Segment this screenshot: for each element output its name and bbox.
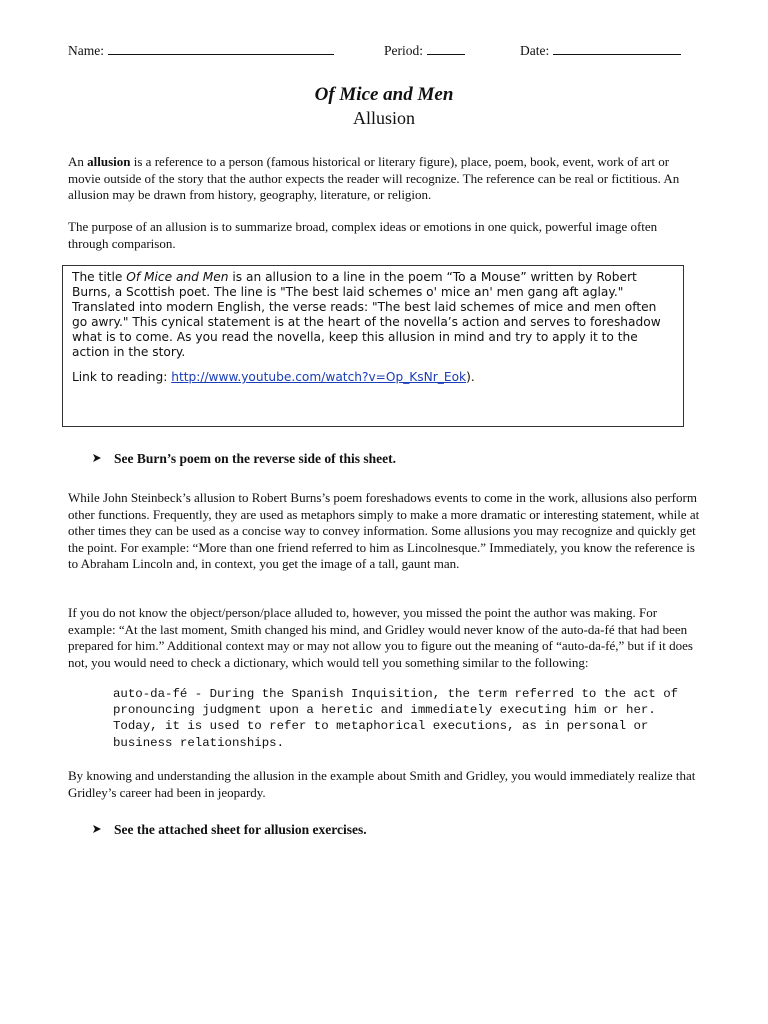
unknown-reference-paragraph: If you do not know the object/person/place alluded to, however, you missed the point the author was making. For example: “At the last moment, Smith changed his mind, and Gridley would never know of the auto-da-fé that had been prepared for him.” Additional context may or may not allow you to figure out the meaning of “auto-da-fé,” but if it does not, you would need to check a dictionary, which would tell you something similar to the following: [68, 605, 693, 670]
date-field [520, 40, 681, 59]
name-label: Name: [68, 43, 104, 58]
reading-link[interactable]: http://www.youtube.com/watch?v=Op_KsNr_Eok [171, 370, 467, 384]
period-label: Period: [384, 43, 423, 58]
allusion-term: allusion [87, 154, 131, 169]
box-text-2: is an allusion to a line in the poem “To a Mouse” written by Robert Burns, a Scottish poet. The line is "The best laid schemes o' mice an' men gang aft aglay." Translated into modern English, the verse reads: "The best laid schemes of mice and men often go awry." This cynical statement is at the heart of the novella’s action and serves to foreshadow what is to come. As you read the novella, keep this allusion in mind and try to apply it to the action in the story. [72, 270, 661, 359]
intro-paragraph [68, 154, 700, 204]
name-blank-line[interactable] [108, 40, 334, 55]
period-field [384, 40, 465, 59]
link-suffix: ). [466, 370, 475, 384]
box-text-1: The title [72, 270, 127, 284]
period-blank-line[interactable] [427, 40, 465, 55]
title-allusion-box [62, 265, 684, 427]
dictionary-definition: auto-da-fé - During the Spanish Inquisition, the term referred to the act of pronouncing judgment upon a heretic and immediately executing him or her. Today, it is used to refer to metaphorical executions, as in personal or business relationships. [113, 687, 679, 750]
header-fields [68, 40, 708, 60]
exercises-note [92, 822, 367, 838]
box-text [72, 270, 675, 360]
intro-rest: is a reference to a person (famous historical or literary figure), place, poem, book, event, work of art or movie outside of the story that the author expects the reader will recognize. The reference can be real or fictitious. An allusion may be drawn from history, geography, literature, or religion. [68, 154, 680, 202]
date-label: Date: [520, 43, 550, 58]
conclusion-paragraph: By knowing and understanding the allusion in the example about Smith and Gridley, you would immediately realize that Gridley’s career had been in jeopardy. [68, 768, 696, 800]
box-title-italic: Of Mice and Men [126, 270, 229, 284]
name-field [68, 40, 334, 59]
arrowhead-bullet-icon [92, 822, 114, 838]
reverse-side-note [92, 451, 396, 467]
intro-lead: An [68, 154, 88, 169]
reading-link-line [72, 370, 675, 385]
exercises-note-text: See the attached sheet for allusion exercises. [114, 822, 367, 837]
reverse-side-note-text: See Burn’s poem on the reverse side of this sheet. [114, 451, 396, 466]
functions-paragraph: While John Steinbeck’s allusion to Robert Burns’s poem foreshadows events to come in the work, allusions also perform other functions. Frequently, they are used as metaphors simply to make a more dramatic or interesting statement, while at other times they can be used as a concise way to convey information. Some allusions you may recognize and quickly get the point. For example: “More than one friend referred to him as Lincolnesque.” Immediately, you know the reference is to Abraham Lincoln and, in context, you get the image of a tall, gaunt man. [68, 490, 700, 571]
arrowhead-bullet-icon [92, 451, 114, 467]
purpose-paragraph: The purpose of an allusion is to summarize broad, complex ideas or emotions in one quick, powerful image often through comparison. [68, 219, 658, 251]
document-subtitle: Allusion [352, 108, 415, 128]
document-title: Of Mice and Men [314, 84, 454, 105]
date-blank-line[interactable] [553, 40, 681, 55]
link-label: Link to reading: [72, 370, 172, 384]
